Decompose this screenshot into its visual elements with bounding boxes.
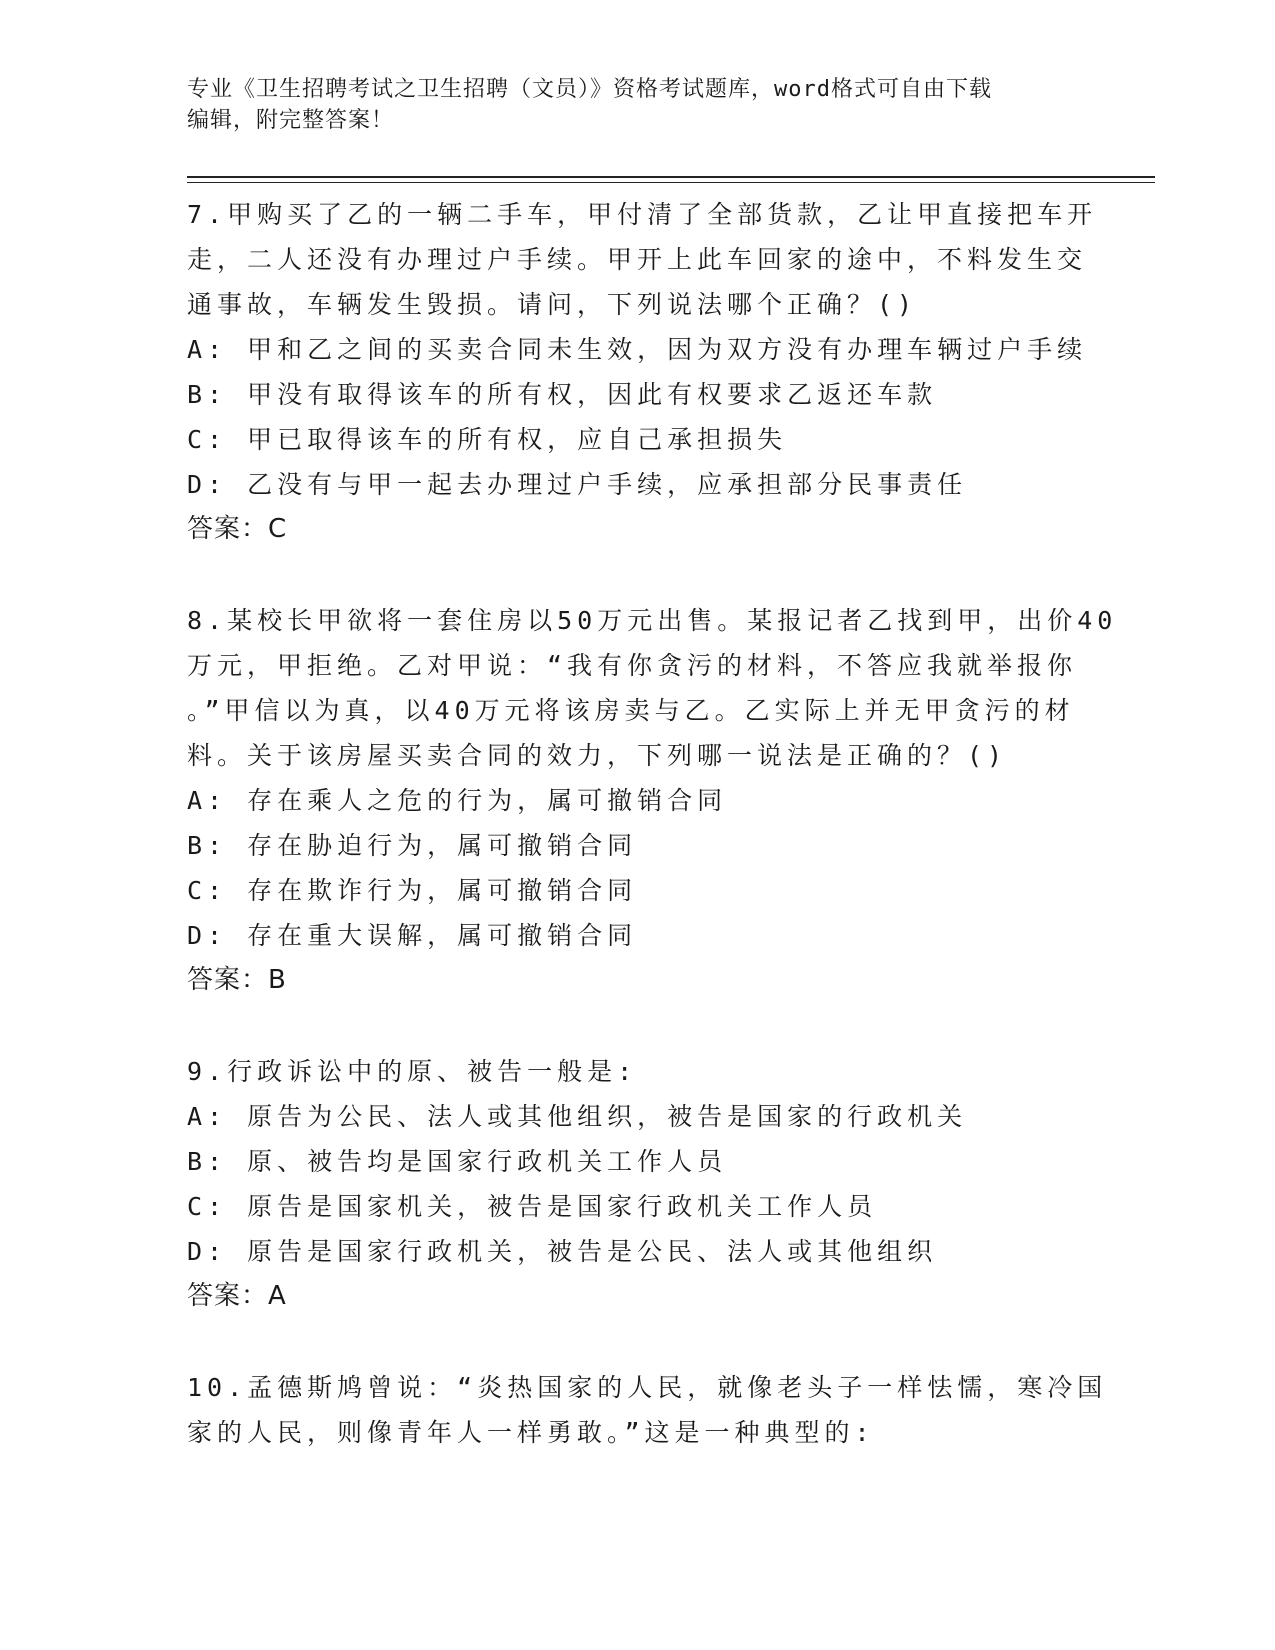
question-10-stem-line-2: 家的人民，则像青年人一样勇敢。”这是一种典型的: <box>187 1418 875 1447</box>
question-8 <box>187 598 1118 1003</box>
question-8-option-c: C: 存在欺诈行为，属可撤销合同 <box>187 876 638 905</box>
question-7 <box>187 192 1098 552</box>
question-7-stem-line-3: 通事故，车辆发生毁损。请问，下列说法哪个正确？() <box>187 290 918 319</box>
question-9-option-a: A: 原告为公民、法人或其他组织，被告是国家的行政机关 <box>187 1102 968 1131</box>
question-7-option-d: D: 乙没有与甲一起去办理过户手续，应承担部分民事责任 <box>187 470 968 499</box>
question-8-option-a: A: 存在乘人之危的行为，属可撤销合同 <box>187 786 728 815</box>
header-line-1: 专业《卫生招聘考试之卫生招聘（文员）》资格考试题库，word格式可自由下载 <box>187 77 992 102</box>
header-line-2: 编辑，附完整答案！ <box>187 108 395 133</box>
question-7-stem-line-2: 走，二人还没有办理过户手续。甲开上此车回家的途中，不料发生交 <box>187 245 1088 274</box>
header-divider-thin <box>187 182 1155 183</box>
question-8-stem-line-2: 万元，甲拒绝。乙对甲说：“我有你贪污的材料，不答应我就举报你 <box>187 651 1078 680</box>
question-spacer <box>187 552 1087 598</box>
question-8-option-b: B: 存在胁迫行为，属可撤销合同 <box>187 831 638 860</box>
question-9-option-d: D: 原告是国家行政机关，被告是公民、法人或其他组织 <box>187 1237 938 1266</box>
question-8-option-d: D: 存在重大误解，属可撤销合同 <box>187 921 638 950</box>
document-header <box>187 74 1067 136</box>
question-spacer <box>187 1319 1087 1365</box>
question-spacer <box>187 1003 1087 1049</box>
question-8-stem-line-3: 。”甲信以为真，以40万元将该房卖与乙。乙实际上并无甲贪污的材 <box>187 696 1075 725</box>
question-8-stem-line-1: 8.某校长甲欲将一套住房以50万元出售。某报记者乙找到甲，出价40 <box>187 606 1118 635</box>
question-7-stem-line-1: 7.甲购买了乙的一辆二手车，甲付清了全部货款，乙让甲直接把车开 <box>187 200 1098 229</box>
question-7-answer: 答案：C <box>187 514 288 544</box>
question-8-stem-line-4: 料。关于该房屋买卖合同的效力，下列哪一说法是正确的？() <box>187 741 1008 770</box>
question-10 <box>187 1365 1108 1455</box>
question-7-option-a: A: 甲和乙之间的买卖合同未生效，因为双方没有办理车辆过户手续 <box>187 335 1088 364</box>
question-9-option-c: C: 原告是国家机关，被告是国家行政机关工作人员 <box>187 1192 878 1221</box>
question-9-answer: 答案：A <box>187 1281 287 1311</box>
question-8-answer: 答案：B <box>187 965 287 995</box>
question-list <box>187 192 1118 1455</box>
question-9-option-b: B: 原、被告均是国家行政机关工作人员 <box>187 1147 728 1176</box>
question-9-stem-line-1: 9.行政诉讼中的原、被告一般是: <box>187 1057 638 1086</box>
question-7-option-c: C: 甲已取得该车的所有权，应自己承担损失 <box>187 425 788 454</box>
question-9 <box>187 1049 1087 1319</box>
question-7-option-b: B: 甲没有取得该车的所有权，因此有权要求乙返还车款 <box>187 380 938 409</box>
question-10-stem-line-1: 10.孟德斯鸠曾说：“炎热国家的人民，就像老头子一样怯懦，寒冷国 <box>187 1373 1108 1402</box>
header-divider-thick <box>187 176 1155 178</box>
